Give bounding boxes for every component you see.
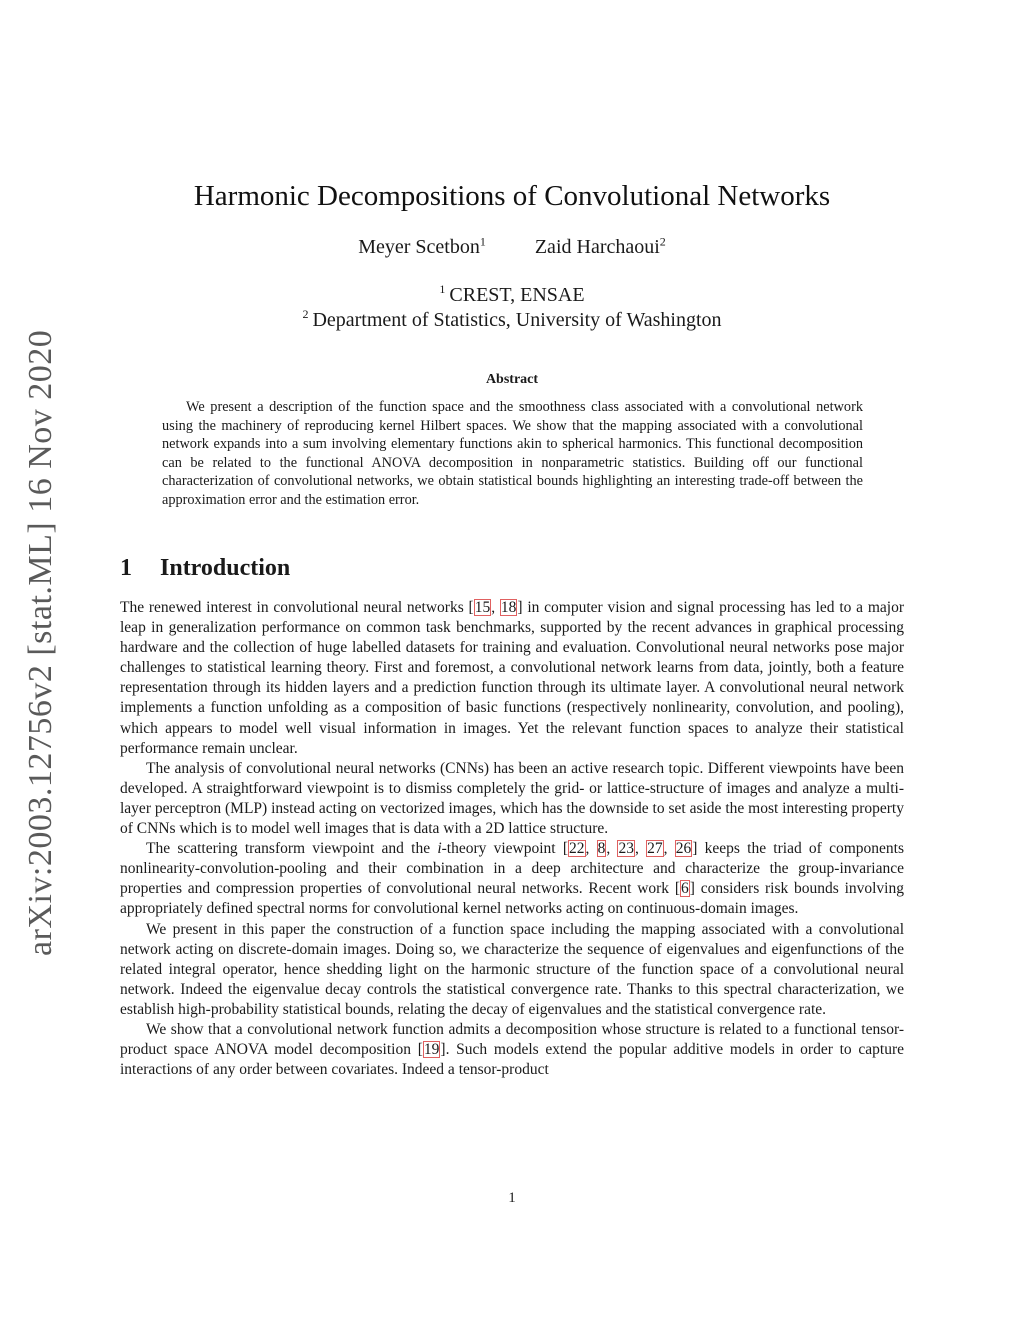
paragraph: The renewed interest in convolutional neural networks [15, 18] in computer vision and signal processing has led to a major leap in generalization performance on common task benchmarks, supported by the recent advances in graphical processing hardware and the collection of huge labelled datasets for training and evaluation. Convolutional neural networks pose major challenges to statistical learning theory. First and foremost, a convolutional network learns from data, jointly, both a feature representation through its hidden layers and a prediction function through its ultimate layer. A convolutional neural network implements a function unfolding as a composition of basic functions (respectively nonlinearity, convolution, and pooling), which appears to model well visual information in images. Yet the relevant function spaces to analyze their statistical performance remain unclear. xyxy=(120,599,904,757)
abstract-text: We present a description of the function space and the smoothness class associated with a convolutional network using the machinery of reproducing kernel Hilbert spaces. We show that the mapping associated with a convolutional network expands into a sum involving elementary functions akin to spherical harmonics. This functional decomposition can be related to the functional ANOVA decomposition in nonparametric statistics. Building off our functional characterization of convolutional networks, we obtain statistical bounds highlighting an interesting trade-off between the approximation error and the estimation error. xyxy=(162,399,863,508)
paper-title: Harmonic Decompositions of Convolutional Networks xyxy=(193,180,831,212)
paragraph: The scattering transform viewpoint and the i-theory viewpoint [22, 8, 23, 27, 26] keeps the triad of components nonlinearity-convolution-pooling and their combination in a deep architecture and characterize the group-invariance properties and compression properties of convolutional neural networks. Recent work [6] considers risk bounds involving appropriately defined spectral norms for convolutional kernel networks acting on continuous-domain images. xyxy=(120,840,904,918)
citation-link[interactable]: 26 xyxy=(675,840,692,858)
affiliation: $^1$ CREST, ENSAE xyxy=(439,282,585,306)
affiliation-list xyxy=(120,283,904,333)
citation-link[interactable]: 18 xyxy=(500,599,517,616)
affiliation: $^2$ Department of Statistics, University of Washington xyxy=(302,307,722,331)
author: Meyer Scetbon$^1$ xyxy=(358,234,486,258)
section-title: Introduction xyxy=(160,555,291,581)
abstract-heading: Abstract xyxy=(485,372,539,387)
citation-link[interactable]: 19 xyxy=(423,1041,440,1059)
citation-link[interactable]: 23 xyxy=(618,840,634,858)
arxiv-identifier-stamp: arXiv:2003.12756v2 [stat.ML] 16 Nov 2020 xyxy=(22,329,59,956)
paragraph: We present in this paper the construction of a function space including the mapping associated with a convolutional network acting on discrete-domain images. Doing so, we characterize the sequence of eigenvalues and eigenfunctions of the related integral operator, hence shedding light on the harmonic structure of the function space of a convolutional neural network. Indeed the eigenvalue decay controls the statistical convergence rate. Thanks to this spectral characterization, we establish high-probability statistical bounds, relating the decay of eigenvalues and the statistical convergence rate. xyxy=(120,920,904,1018)
citation-link[interactable]: 8 xyxy=(597,840,606,858)
paragraph: We show that a convolutional network function admits a decomposition whose structure is related to a functional tensor-product space ANOVA model decomposition [19]. Such models extend the popular additive models in order to capture interactions of any order between covariates. Indeed a tensor-product xyxy=(120,1020,905,1079)
section-number: 1 xyxy=(120,555,132,581)
page-number: 1 xyxy=(508,1190,516,1206)
citation-link[interactable]: 15 xyxy=(474,599,491,616)
section-heading xyxy=(120,555,290,582)
author-list xyxy=(120,236,904,259)
citation-link[interactable]: 6 xyxy=(681,880,689,898)
introduction-body xyxy=(120,598,904,1080)
citation-link[interactable]: 22 xyxy=(569,840,585,858)
paragraph: The analysis of convolutional neural networks (CNNs) has been an active research topic. Different viewpoints have been developed. A straightforward viewpoint is to dismiss completely the grid- or lattice-structure of images and analyze a multi-layer perceptron (MLP) instead acting on vectorized images, which has the downside to set aside the most interesting property of CNNs which is to model well images that is data with a 2D lattice structure. xyxy=(120,759,904,838)
citation-link[interactable]: 27 xyxy=(647,840,663,858)
author: Zaid Harchaoui$^2$ xyxy=(534,234,666,258)
